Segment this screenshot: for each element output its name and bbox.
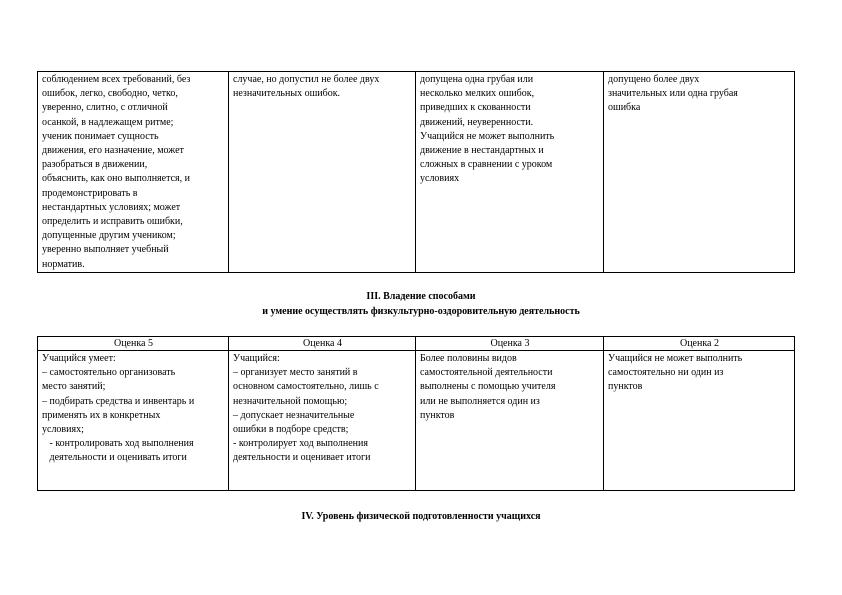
- text-line: движений, неуверенности.: [420, 116, 534, 128]
- text-line: допущено более двух: [608, 74, 700, 85]
- text-line: разобраться в движении,: [42, 159, 148, 171]
- header-grade-4: Оценка 4: [229, 337, 416, 351]
- text-line: значительных или одна грубая: [608, 88, 738, 100]
- section-4-title: IV. Уровень физической подготовленности учащихся: [301, 511, 541, 522]
- text-line: условиях;: [42, 424, 84, 436]
- text-line: ошибка: [608, 102, 641, 114]
- text-line: условиях: [420, 173, 460, 185]
- text-line: ошибок, легко, свободно, четко,: [42, 88, 178, 100]
- text-line: незначительной помощью;: [233, 395, 348, 407]
- text-line: деятельности и оценивать итоги: [42, 452, 187, 464]
- text-line: – подбирать средства и инвентарь и: [42, 395, 195, 407]
- text-line: движение в нестандартных и: [420, 145, 544, 157]
- text-line: норматив.: [42, 258, 85, 270]
- text-line: объяснить, как оно выполняется, и: [42, 173, 190, 185]
- text-line: применять их в конкретных: [42, 409, 161, 421]
- top-cell-grade2: [604, 72, 795, 273]
- text-line: определить и исправить ошибки,: [42, 216, 183, 228]
- text-line: несколько мелких ошибок,: [420, 88, 535, 100]
- activity-cell-grade4: [229, 351, 416, 491]
- text-line: основном самостоятельно, лишь с: [233, 381, 379, 393]
- text-line: нестандартных условиях; может: [42, 201, 181, 213]
- text-line: продемонстрировать в: [42, 187, 138, 199]
- text-line: Учащийся не может выполнить: [608, 353, 743, 364]
- text-line: место занятий;: [42, 381, 106, 393]
- text-line: - контролирует ход выполнения: [233, 438, 368, 450]
- top-cell-grade5: [38, 72, 229, 273]
- text-line: движения, его назначение, может: [42, 145, 184, 157]
- text-line: уверенно, слитно, с отличной: [42, 102, 168, 114]
- activity-cell-grade3: [416, 351, 604, 491]
- top-cell-grade3: [416, 72, 604, 273]
- text-line: - контролировать ход выполнения: [42, 438, 194, 450]
- text-line: – допускает незначительные: [233, 409, 355, 421]
- text-line: – организует место занятий в: [233, 367, 358, 379]
- top-cell-grade4: [229, 72, 416, 273]
- text-line: осанкой, в надлежащем ритме;: [42, 116, 174, 128]
- text-line: Учащийся не может выполнить: [420, 130, 555, 142]
- text-line: пунктов: [420, 409, 455, 421]
- text-line: допущенные другим учеником;: [42, 230, 176, 242]
- header-grade-3: Оценка 3: [416, 337, 604, 351]
- text-line: уверенно выполняет учебный: [42, 244, 169, 256]
- text-line: Учащийся умеет:: [42, 353, 116, 364]
- activity-cell-grade5: [38, 351, 229, 491]
- text-line: – самостоятельно организовать: [42, 367, 176, 379]
- text-line: пунктов: [608, 381, 643, 393]
- text-line: самостоятельно ни один из: [608, 367, 724, 379]
- text-line: сложных в сравнении с уроком: [420, 159, 553, 171]
- text-line: деятельности и оценивает итоги: [233, 452, 371, 464]
- text-line: ошибки в подборе средств;: [233, 424, 349, 436]
- header-grade-5: Оценка 5: [38, 337, 229, 351]
- grading-table-top: [37, 71, 795, 273]
- text-line: ученик понимает сущность: [42, 130, 159, 142]
- activity-cell-grade2: [604, 351, 795, 491]
- grading-table-activity: [37, 336, 795, 491]
- section-3-subtitle: и умение осуществлять физкультурно-оздоровительную деятельность: [262, 306, 580, 317]
- text-line: Более половины видов: [420, 353, 517, 364]
- text-line: или не выполняется один из: [420, 395, 540, 407]
- text-line: самостоятельной деятельности: [420, 367, 553, 379]
- text-line: соблюдением всех требований, без: [42, 74, 191, 85]
- text-line: случае, но допустил не более двух: [233, 74, 380, 85]
- text-line: допущена одна грубая или: [420, 74, 534, 85]
- section-3-title: III. Владение способами: [366, 291, 476, 302]
- text-line: Учащийся:: [233, 353, 280, 364]
- text-line: выполнены с помощью учителя: [420, 381, 556, 393]
- text-line: незначительных ошибок.: [233, 88, 341, 100]
- text-line: приведших к скованности: [420, 102, 531, 114]
- header-grade-2: Оценка 2: [604, 337, 795, 351]
